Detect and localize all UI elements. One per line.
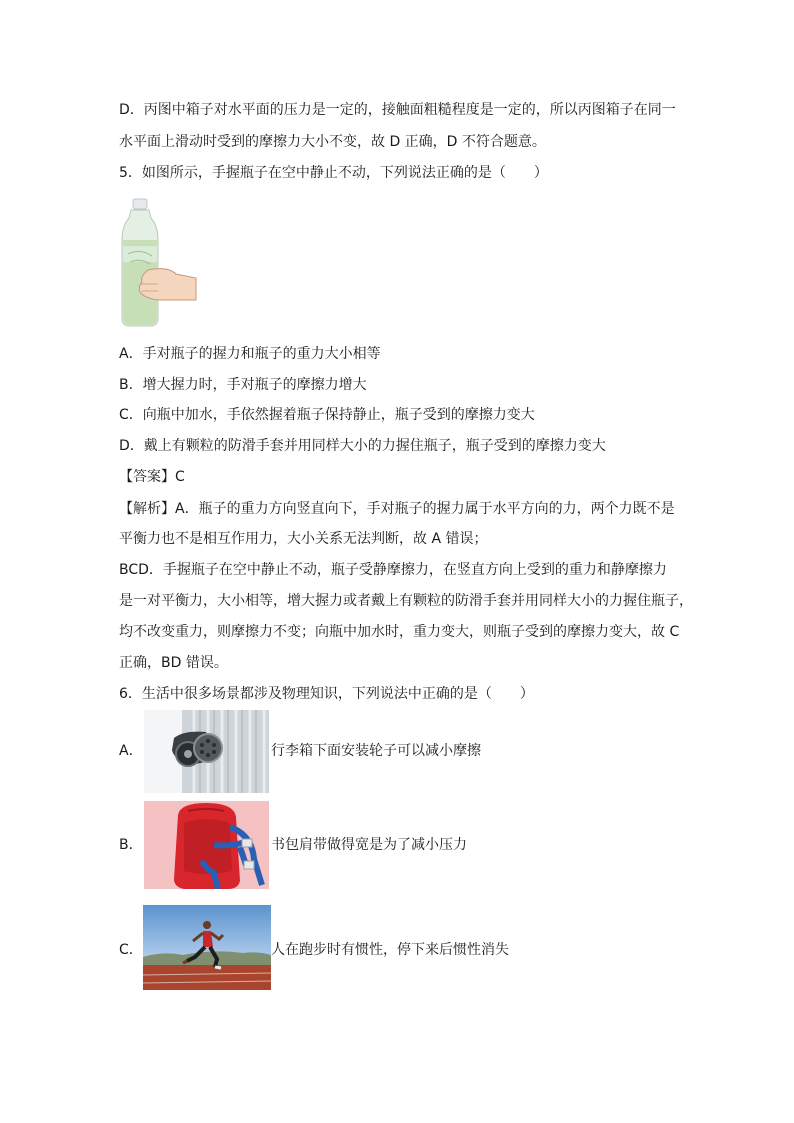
q6-option-c-text: 人在跑步时有惯性，停下来后惯性消失 bbox=[271, 942, 509, 958]
analysis-line-3: BCD．手握瓶子在空中静止不动，瓶子受静摩擦力，在竖直方向上受到的重力和静摩擦力 bbox=[119, 562, 667, 578]
q5-option-c: C．向瓶中加水，手依然握着瓶子保持静止，瓶子受到的摩擦力变大 bbox=[119, 407, 535, 423]
q6-option-a-text: 行李箱下面安装轮子可以减小摩擦 bbox=[271, 743, 481, 759]
q6-option-b-letter: B． bbox=[119, 837, 143, 853]
q5-option-b: B．增大握力时，手对瓶子的摩擦力增大 bbox=[119, 377, 367, 393]
q5-option-a: A．手对瓶子的握力和瓶子的重力大小相等 bbox=[119, 346, 381, 362]
prev-option-d-line-2: 水平面上滑动时受到的摩擦力大小不变，故 D 正确，D 不符合题意。 bbox=[119, 134, 546, 150]
question-5-stem: 5．如图所示，手握瓶子在空中静止不动，下列说法正确的是（ ） bbox=[119, 165, 548, 181]
analysis-line-1: 【解析】A．瓶子的重力方向竖直向下，手对瓶子的握力属于水平方向的力，两个力既不是 bbox=[119, 501, 675, 517]
q5-option-d: D．戴上有颗粒的防滑手套并用同样大小的力握住瓶子，瓶子受到的摩擦力变大 bbox=[119, 438, 606, 454]
analysis-line-4: 是一对平衡力，大小相等，增大握力或者戴上有颗粒的防滑手套并用同样大小的力握住瓶子， bbox=[119, 593, 693, 609]
prev-option-d-line-1: D．丙图中箱子对水平面的压力是一定的，接触面粗糙程度是一定的，所以丙图箱子在同一 bbox=[119, 102, 676, 118]
q6-option-a-letter: A． bbox=[119, 743, 143, 759]
analysis-line-5: 均不改变重力，则摩擦力不变；向瓶中加水时，重力变大，则瓶子受到的摩擦力变大，故 C bbox=[119, 624, 680, 640]
bottle-in-hand-image bbox=[118, 196, 200, 328]
suitcase-wheels-image bbox=[144, 710, 269, 793]
answer-line: 【答案】C bbox=[119, 469, 185, 485]
question-6-stem: 6．生活中很多场景都涉及物理知识，下列说法中正确的是（ ） bbox=[119, 686, 534, 702]
runner-image bbox=[143, 905, 271, 990]
backpack-image bbox=[144, 801, 269, 889]
q6-option-c-letter: C． bbox=[119, 942, 143, 958]
analysis-line-6: 正确，BD 错误。 bbox=[119, 655, 228, 671]
analysis-line-2: 平衡力也不是相互作用力，大小关系无法判断，故 A 错误； bbox=[119, 531, 488, 547]
q6-option-b-text: 书包肩带做得宽是为了减小压力 bbox=[271, 837, 467, 853]
